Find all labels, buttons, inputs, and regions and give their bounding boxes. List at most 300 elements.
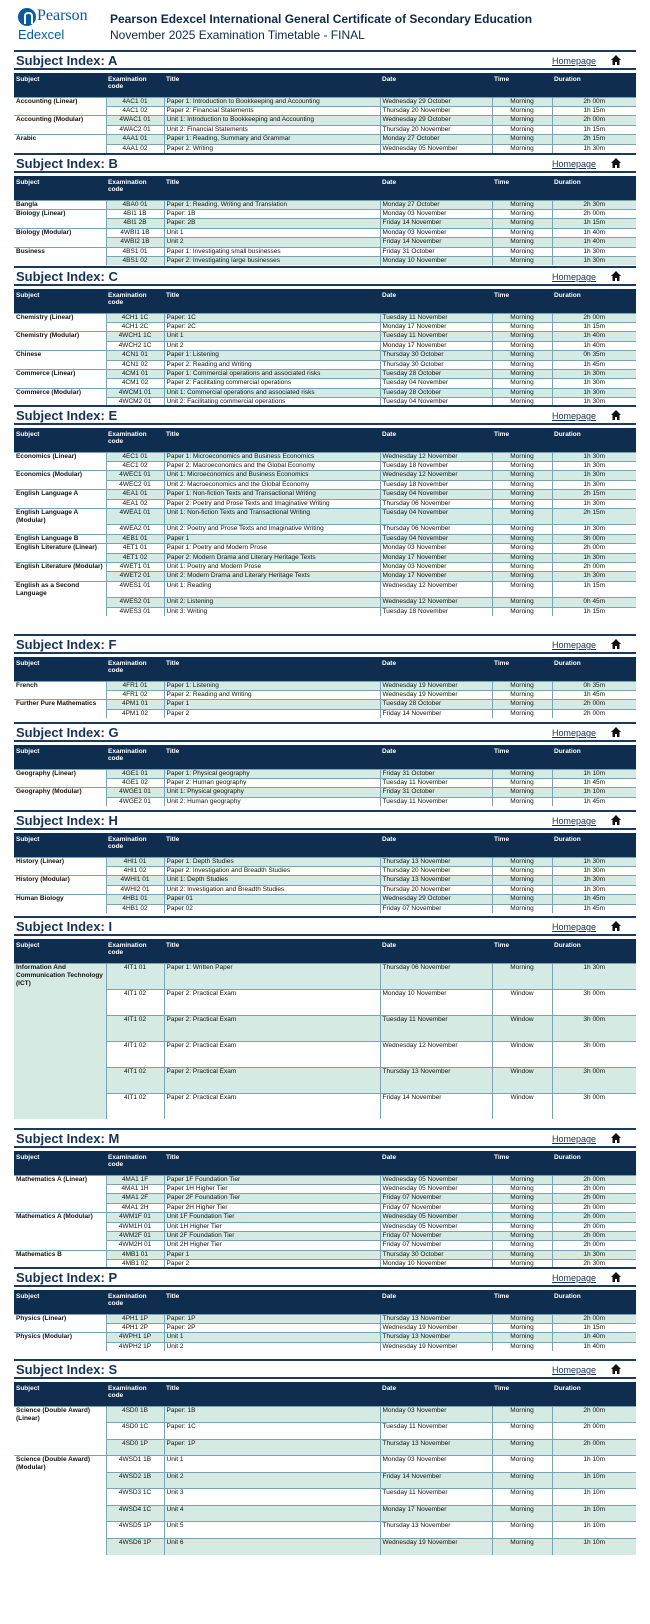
homepage-link[interactable]: Homepage	[551, 1134, 596, 1144]
brand-edexcel: Edexcel	[18, 27, 65, 42]
table-row	[14, 1222, 636, 1231]
table-row	[14, 144, 636, 153]
cell-subject: Business	[14, 247, 106, 256]
cell-exam-code: 4WHI1 01	[106, 876, 164, 885]
cell-time: Morning	[492, 379, 552, 388]
cell-duration: 2h 00m	[552, 209, 636, 218]
cell-title: Paper 1: Non-fiction Texts and Transactional Writing	[164, 490, 380, 499]
cell-duration: 1h 45m	[552, 360, 636, 369]
homepage-link[interactable]: Homepage	[551, 816, 596, 826]
cell-duration: 2h 15m	[552, 135, 636, 144]
column-header-subject: Subject	[14, 833, 106, 857]
table-row	[14, 379, 636, 388]
cell-exam-code: 4WEC1 01	[106, 471, 164, 480]
cell-time: Morning	[492, 525, 552, 534]
cell-date: Friday 14 November	[380, 709, 492, 718]
cell-title: Unit 1: Commercial operations and associated risks	[164, 388, 380, 397]
cell-time: Morning	[492, 499, 552, 508]
cell-title: Paper 1: Reading, Summary and Grammar	[164, 135, 380, 144]
home-icon[interactable]	[610, 157, 622, 169]
cell-duration: 1h 45m	[552, 797, 636, 806]
cell-time: Morning	[492, 607, 552, 616]
timetable-table	[14, 73, 636, 153]
cell-title: Unit 1: Poetry and Modern Prose	[164, 563, 380, 572]
table-row	[14, 857, 636, 866]
cell-exam-code: 4WM2F 01	[106, 1231, 164, 1240]
cell-subject	[14, 1423, 106, 1440]
home-icon[interactable]	[610, 409, 622, 421]
cell-title: Paper 2: Reading and Writing	[164, 690, 380, 699]
cell-duration: 2h 00m	[552, 1406, 636, 1423]
table-row	[14, 866, 636, 875]
table-row	[14, 388, 636, 397]
home-icon[interactable]	[610, 726, 622, 738]
cell-exam-code: 4BS1 01	[106, 247, 164, 256]
table-row	[14, 480, 636, 489]
cell-subject: Accounting (Modular)	[14, 116, 106, 125]
section-title: Subject Index: F	[16, 637, 117, 652]
cell-exam-code: 4IT1 02	[106, 1093, 164, 1119]
column-header-date: Date	[380, 833, 492, 857]
cell-duration: 1h 30m	[552, 247, 636, 256]
cell-date: Wednesday 05 November	[380, 1175, 492, 1184]
cell-subject: English as a Second Language	[14, 581, 106, 598]
cell-time: Morning	[492, 200, 552, 209]
cell-date: Thursday 20 November	[380, 885, 492, 894]
cell-date: Friday 07 November	[380, 1231, 492, 1240]
timetable-table	[14, 939, 636, 1119]
cell-exam-code: 4WGE2 01	[106, 797, 164, 806]
cell-subject: Science (Double Award) (Modular)	[14, 1456, 106, 1473]
table-row	[14, 895, 636, 904]
cell-date: Thursday 30 October	[380, 1250, 492, 1259]
cell-exam-code: 4IT1 02	[106, 1067, 164, 1093]
column-header-exam-code: Examination code	[106, 73, 164, 97]
table-row	[14, 471, 636, 480]
document-title: Pearson Edexcel International General Certificate of Secondary Education	[110, 12, 533, 26]
home-icon[interactable]	[610, 1271, 622, 1283]
table-row	[14, 369, 636, 378]
table-row	[14, 778, 636, 787]
table-row	[14, 360, 636, 369]
cell-exam-code: 4CH1 2C	[106, 322, 164, 331]
cell-duration: 1h 15m	[552, 581, 636, 598]
cell-exam-code: 4WCM2 01	[106, 398, 164, 407]
column-header-duration: Duration	[552, 745, 636, 769]
cell-title: Paper 2: Practical Exam	[164, 1041, 380, 1067]
cell-subject	[14, 1194, 106, 1203]
cell-date: Wednesday 19 November	[380, 690, 492, 699]
column-header-duration: Duration	[552, 73, 636, 97]
section-title: Subject Index: B	[16, 156, 118, 171]
home-icon[interactable]	[610, 54, 622, 66]
cell-subject	[14, 607, 106, 616]
column-header-date: Date	[380, 745, 492, 769]
cell-time: Morning	[492, 1203, 552, 1212]
cell-time: Morning	[492, 572, 552, 581]
table-row	[14, 581, 636, 598]
cell-title: Paper 2: Practical Exam	[164, 1093, 380, 1119]
cell-title: Unit 1: Physical geography	[164, 788, 380, 797]
cell-time: Morning	[492, 563, 552, 572]
cell-exam-code: 4EA1 01	[106, 490, 164, 499]
cell-subject	[14, 499, 106, 508]
cell-subject	[14, 125, 106, 134]
cell-exam-code: 4MB1 01	[106, 1250, 164, 1259]
cell-time: Morning	[492, 1423, 552, 1440]
cell-subject	[14, 144, 106, 153]
section-title: Subject Index: A	[16, 53, 118, 68]
column-header-duration: Duration	[552, 657, 636, 681]
cell-subject: Chemistry (Linear)	[14, 313, 106, 322]
cell-subject	[14, 1231, 106, 1240]
cell-exam-code: 4WPH2 1P	[106, 1342, 164, 1351]
table-row	[14, 332, 636, 341]
cell-subject: French	[14, 681, 106, 690]
table-row	[14, 1538, 636, 1555]
cell-subject	[14, 480, 106, 489]
cell-duration: 1h 30m	[552, 388, 636, 397]
cell-date: Thursday 13 November	[380, 1522, 492, 1539]
homepage-link[interactable]: Homepage	[551, 411, 596, 421]
table-row	[14, 563, 636, 572]
cell-exam-code: 4WM1H 01	[106, 1222, 164, 1231]
cell-date: Tuesday 11 November	[380, 797, 492, 806]
cell-date: Friday 31 October	[380, 247, 492, 256]
cell-duration: 1h 30m	[552, 866, 636, 875]
cell-date: Friday 07 November	[380, 1203, 492, 1212]
section-e	[14, 405, 636, 616]
cell-date: Friday 31 October	[380, 788, 492, 797]
table-row	[14, 525, 636, 534]
column-header-exam-code: Examination code	[106, 939, 164, 963]
cell-subject	[14, 1489, 106, 1506]
cell-exam-code: 4IT1 02	[106, 1015, 164, 1041]
timetable-table	[14, 1290, 636, 1351]
cell-title: Paper: 1P	[164, 1314, 380, 1323]
cell-date: Friday 07 November	[380, 1194, 492, 1203]
cell-duration: 2h 00m	[552, 1203, 636, 1212]
cell-title: Unit 1	[164, 332, 380, 341]
table-row	[14, 534, 636, 543]
cell-title: Paper: 2C	[164, 322, 380, 331]
cell-time: Morning	[492, 1314, 552, 1323]
cell-exam-code: 4IT1 01	[106, 963, 164, 989]
cell-duration: 1h 15m	[552, 106, 636, 115]
column-header-exam-code: Examination code	[106, 745, 164, 769]
cell-exam-code: 4WSD1 1B	[106, 1456, 164, 1473]
cell-duration: 2h 00m	[552, 709, 636, 718]
cell-title: Unit 2: Financial Statements	[164, 125, 380, 134]
column-header-date: Date	[380, 939, 492, 963]
cell-exam-code: 4WET1 01	[106, 563, 164, 572]
table-header-row	[14, 289, 636, 313]
cell-duration: 1h 40m	[552, 1333, 636, 1342]
column-header-duration: Duration	[552, 939, 636, 963]
column-header-duration: Duration	[552, 1151, 636, 1175]
cell-duration: 2h 00m	[552, 97, 636, 106]
cell-subject	[14, 1041, 106, 1067]
cell-time: Morning	[492, 885, 552, 894]
home-icon[interactable]	[610, 920, 622, 932]
home-icon[interactable]	[610, 638, 622, 650]
cell-subject	[14, 709, 106, 718]
section-header	[14, 153, 636, 173]
cell-subject	[14, 553, 106, 562]
cell-subject: Economics (Modular)	[14, 471, 106, 480]
cell-time: Morning	[492, 598, 552, 607]
cell-title: Unit 2	[164, 238, 380, 247]
table-row	[14, 1194, 636, 1203]
pearson-logo-icon	[18, 8, 36, 26]
timetable-table	[14, 428, 636, 616]
cell-title: Unit 1: Non-fiction Texts and Transactional Writing	[164, 508, 380, 525]
table-row	[14, 885, 636, 894]
section-p	[14, 1267, 636, 1351]
cell-subject: English Literature (Modular)	[14, 563, 106, 572]
cell-time: Morning	[492, 452, 552, 461]
cell-subject: Physics (Modular)	[14, 1333, 106, 1342]
cell-date: Wednesday 05 November	[380, 1222, 492, 1231]
home-icon[interactable]	[610, 1132, 622, 1144]
cell-date: Wednesday 12 November	[380, 581, 492, 598]
cell-title: Unit 1: Microeconomics and Business Economics	[164, 471, 380, 480]
cell-date: Monday 10 November	[380, 1260, 492, 1269]
cell-exam-code: 4WHI2 01	[106, 885, 164, 894]
cell-date: Tuesday 18 November	[380, 480, 492, 489]
table-row	[14, 788, 636, 797]
cell-title: Paper 1	[164, 700, 380, 709]
cell-exam-code: 4AC1 02	[106, 106, 164, 115]
cell-duration: 3h 00m	[552, 1041, 636, 1067]
cell-time: Morning	[492, 461, 552, 470]
cell-title: Paper 2: Investigating large businesses	[164, 256, 380, 265]
cell-duration: 0h 35m	[552, 351, 636, 360]
cell-exam-code: 4CN1 02	[106, 360, 164, 369]
table-row	[14, 1041, 636, 1067]
column-header-title: Title	[164, 657, 380, 681]
cell-title: Paper 2: Poetry and Prose Texts and Imaginative Writing	[164, 499, 380, 508]
cell-subject: Biology (Modular)	[14, 228, 106, 237]
cell-duration: 2h 00m	[552, 1241, 636, 1250]
column-header-duration: Duration	[552, 1382, 636, 1406]
cell-time: Morning	[492, 797, 552, 806]
column-header-date: Date	[380, 1382, 492, 1406]
cell-time: Morning	[492, 1194, 552, 1203]
table-row	[14, 989, 636, 1015]
cell-exam-code: 4HB1 02	[106, 904, 164, 913]
cell-date: Tuesday 28 October	[380, 369, 492, 378]
section-title: Subject Index: S	[16, 1362, 118, 1377]
table-row	[14, 1184, 636, 1193]
cell-title: Paper 1: Investigating small businesses	[164, 247, 380, 256]
cell-date: Monday 10 November	[380, 256, 492, 265]
cell-duration: 2h 00m	[552, 116, 636, 125]
cell-exam-code: 4WSD3 1C	[106, 1489, 164, 1506]
cell-title: Paper 2	[164, 1260, 380, 1269]
cell-time: Morning	[492, 778, 552, 787]
cell-title: Unit 2: Poetry and Prose Texts and Imaginative Writing	[164, 525, 380, 534]
cell-duration: 1h 10m	[552, 1472, 636, 1489]
table-row	[14, 1231, 636, 1240]
cell-title: Unit 2	[164, 1342, 380, 1351]
section-header	[14, 405, 636, 425]
column-header-duration: Duration	[552, 1290, 636, 1314]
table-row	[14, 341, 636, 350]
cell-duration: 1h 45m	[552, 690, 636, 699]
cell-date: Monday 03 November	[380, 544, 492, 553]
cell-time: Morning	[492, 1538, 552, 1555]
cell-subject	[14, 572, 106, 581]
cell-time: Window	[492, 1067, 552, 1093]
cell-subject	[14, 797, 106, 806]
cell-title: Paper: 1C	[164, 313, 380, 322]
table-row	[14, 313, 636, 322]
homepage-link[interactable]: Homepage	[551, 1365, 596, 1375]
cell-title: Paper 1	[164, 534, 380, 543]
brand-pearson: Pearson	[37, 7, 88, 24]
table-row	[14, 1323, 636, 1332]
cell-subject	[14, 1067, 106, 1093]
cell-date: Monday 03 November	[380, 1456, 492, 1473]
cell-date: Friday 14 November	[380, 1093, 492, 1119]
cell-exam-code: 4EC1 02	[106, 461, 164, 470]
homepage-link[interactable]: Homepage	[551, 922, 596, 932]
table-header-row	[14, 1151, 636, 1175]
homepage-link[interactable]: Homepage	[551, 728, 596, 738]
section-g	[14, 722, 636, 806]
column-header-time: Time	[492, 833, 552, 857]
cell-exam-code: 4EB1 01	[106, 534, 164, 543]
table-row	[14, 508, 636, 525]
cell-subject	[14, 778, 106, 787]
cell-title: Paper 1: Listening	[164, 681, 380, 690]
cell-duration: 1h 10m	[552, 1456, 636, 1473]
cell-title: Paper 2: Modern Drama and Literary Heritage Texts	[164, 553, 380, 562]
cell-duration: 1h 40m	[552, 1342, 636, 1351]
cell-time: Morning	[492, 1522, 552, 1539]
cell-date: Thursday 13 November	[380, 1439, 492, 1456]
cell-exam-code: 4AA1 01	[106, 135, 164, 144]
cell-subject	[14, 379, 106, 388]
cell-duration: 1h 10m	[552, 1522, 636, 1539]
column-header-title: Title	[164, 833, 380, 857]
column-header-time: Time	[492, 1151, 552, 1175]
home-icon[interactable]	[610, 1363, 622, 1375]
section-header	[14, 722, 636, 742]
cell-time: Morning	[492, 360, 552, 369]
table-row	[14, 607, 636, 616]
section-m	[14, 1128, 636, 1269]
cell-title: Unit 2	[164, 1472, 380, 1489]
cell-subject: Information And Communication Technology (ICT)	[14, 963, 106, 989]
cell-duration: 1h 30m	[552, 471, 636, 480]
cell-exam-code: 4WCM1 01	[106, 388, 164, 397]
cell-time: Morning	[492, 681, 552, 690]
timetable-table	[14, 745, 636, 806]
cell-date: Tuesday 11 November	[380, 778, 492, 787]
cell-time: Morning	[492, 116, 552, 125]
cell-title: Paper 2: Reading and Writing	[164, 360, 380, 369]
column-header-title: Title	[164, 289, 380, 313]
cell-exam-code: 4BI1 2B	[106, 219, 164, 228]
cell-time: Morning	[492, 581, 552, 598]
cell-subject	[14, 1184, 106, 1193]
section-title: Subject Index: M	[16, 1131, 120, 1146]
cell-time: Morning	[492, 1472, 552, 1489]
homepage-link[interactable]: Homepage	[551, 272, 596, 282]
cell-exam-code: 4WAC1 01	[106, 116, 164, 125]
section-header	[14, 916, 636, 936]
cell-time: Morning	[492, 1175, 552, 1184]
homepage-link[interactable]: Homepage	[551, 640, 596, 650]
homepage-link[interactable]: Homepage	[551, 56, 596, 66]
cell-duration: 2h 00m	[552, 1194, 636, 1203]
cell-title: Paper 02	[164, 904, 380, 913]
cell-exam-code: 4WCH1 1C	[106, 332, 164, 341]
cell-duration: 2h 00m	[552, 1231, 636, 1240]
cell-exam-code: 4WES1 01	[106, 581, 164, 598]
cell-date: Tuesday 04 November	[380, 379, 492, 388]
cell-time: Morning	[492, 857, 552, 866]
cell-date: Wednesday 05 November	[380, 1184, 492, 1193]
cell-title: Unit 5	[164, 1522, 380, 1539]
home-icon[interactable]	[610, 270, 622, 282]
column-header-date: Date	[380, 176, 492, 200]
cell-time: Morning	[492, 322, 552, 331]
cell-date: Wednesday 29 October	[380, 97, 492, 106]
cell-exam-code: 4PH1 2P	[106, 1323, 164, 1332]
cell-time: Morning	[492, 788, 552, 797]
cell-subject	[14, 461, 106, 470]
homepage-link[interactable]: Homepage	[551, 159, 596, 169]
column-header-subject: Subject	[14, 939, 106, 963]
homepage-link[interactable]: Homepage	[551, 1273, 596, 1283]
table-header-row	[14, 1290, 636, 1314]
home-icon[interactable]	[610, 814, 622, 826]
cell-duration: 1h 30m	[552, 876, 636, 885]
cell-duration: 1h 30m	[552, 857, 636, 866]
table-row	[14, 1439, 636, 1456]
table-row	[14, 1505, 636, 1522]
timetable-table	[14, 1382, 636, 1555]
cell-time: Morning	[492, 690, 552, 699]
column-header-subject: Subject	[14, 176, 106, 200]
column-header-time: Time	[492, 73, 552, 97]
cell-exam-code: 4WBI2 1B	[106, 238, 164, 247]
column-header-subject: Subject	[14, 1382, 106, 1406]
cell-duration: 1h 10m	[552, 1505, 636, 1522]
cell-subject	[14, 341, 106, 350]
column-header-title: Title	[164, 1290, 380, 1314]
cell-date: Wednesday 12 November	[380, 471, 492, 480]
table-row	[14, 1406, 636, 1423]
cell-exam-code: 4BS1 02	[106, 256, 164, 265]
cell-title: Paper: 2P	[164, 1323, 380, 1332]
document-subtitle: November 2025 Examination Timetable - FINAL	[110, 28, 365, 42]
cell-duration: 2h 00m	[552, 544, 636, 553]
section-title: Subject Index: E	[16, 408, 118, 423]
cell-date: Monday 27 October	[380, 200, 492, 209]
table-header-row	[14, 833, 636, 857]
cell-title: Paper 1: Reading, Writing and Translation	[164, 200, 380, 209]
section-header	[14, 1128, 636, 1148]
cell-time: Morning	[492, 508, 552, 525]
cell-date: Tuesday 28 October	[380, 388, 492, 397]
cell-exam-code: 4EC1 01	[106, 452, 164, 461]
cell-duration: 1h 15m	[552, 322, 636, 331]
table-row	[14, 228, 636, 237]
